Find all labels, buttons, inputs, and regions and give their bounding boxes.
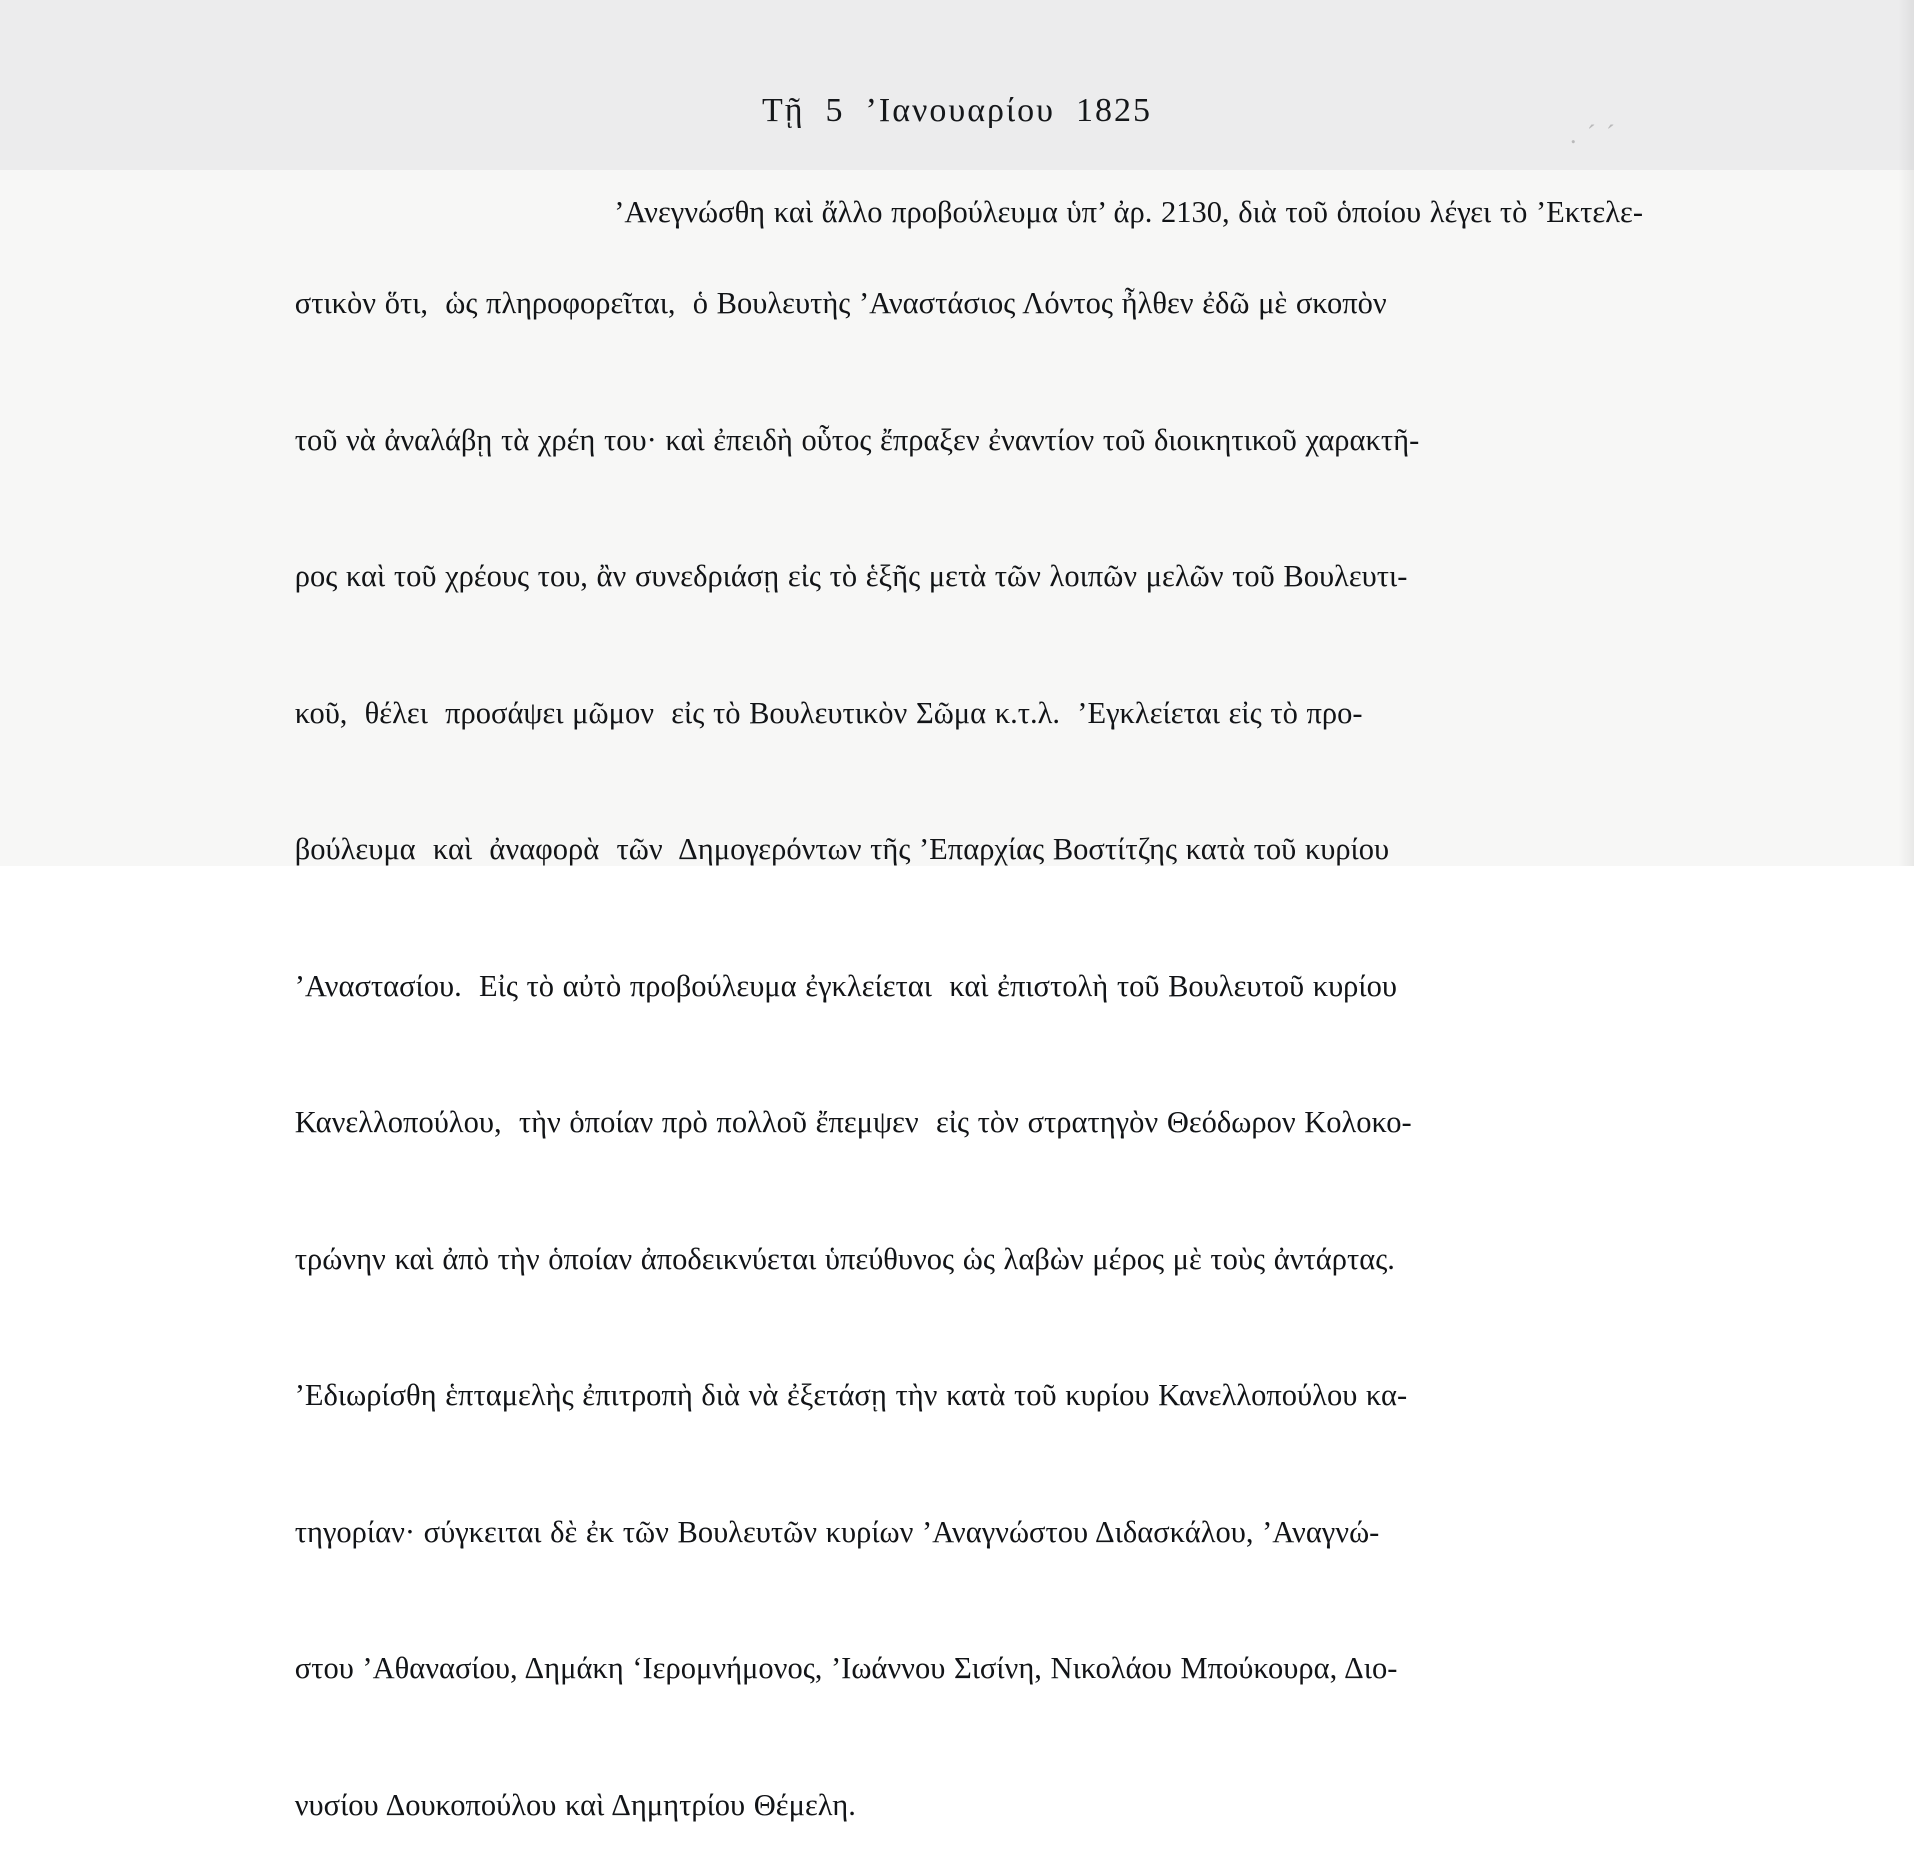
text-line-content: τρώνην καὶ ἀπὸ τὴν ὁποίαν ἀποδεικνύεται ὑπεύθυνος ὡς λαβὼν μέρος μὲ τοὺς ἀντάρτας. <box>294 1241 1395 1276</box>
text-line <box>243 1328 1643 1465</box>
faint-marginalia: . ´ ´ <box>1570 120 1617 149</box>
text-line <box>243 190 1643 236</box>
text-line <box>243 509 1643 646</box>
text-line-content: τοῦ νὰ ἀναλάβῃ τὰ χρέη του· καὶ ἐπειδὴ οὗτος ἔπραξεν ἐναντίον τοῦ διοικητικοῦ χαρακτῆ- <box>294 422 1420 457</box>
text-line <box>243 1055 1643 1192</box>
text-line <box>243 645 1643 782</box>
text-line-content: βούλευμα καὶ ἀναφορὰ τῶν Δημογερόντων τῆς ’Επαρχίας Βοστίτζης κατὰ τοῦ κυρίου <box>294 832 1390 866</box>
text-line-content: τηγορίαν· σύγκειται δὲ ἐκ τῶν Βουλευτῶν κυρίων ’Αναγνώστου Διδασκάλου, ’Αναγνώ- <box>294 1514 1380 1549</box>
text-line-content: Κανελλοπούλου, τὴν ὁποίαν πρὸ πολλοῦ ἔπεμψεν εἰς τὸν στρατηγὸν Θεόδωρον Κολοκο- <box>294 1105 1412 1139</box>
text-line-content: ’Ανεγνώσθη καὶ ἄλλο προβούλευμα ὑπ’ ἀρ. 2130, διὰ τοῦ ὁποίου λέγει τὸ ’Εκτελε- <box>614 195 1643 229</box>
body-text-block <box>243 190 1643 1874</box>
scan-background-top <box>0 0 1914 170</box>
text-line <box>243 372 1643 509</box>
text-line-content: στικὸν ὅτι, ὡς πληροφορεῖται, ὁ Βουλευτὴς ’Αναστάσιος Λόντος ἦλθεν ἐδῶ μὲ σκοπὸν <box>294 286 1387 320</box>
text-line-content: ρος καὶ τοῦ χρέους του, ἂν συνεδριάσῃ εἰς τὸ ἑξῆς μετὰ τῶν λοιπῶν μελῶν τοῦ Βουλευτι- <box>294 559 1408 593</box>
paragraph-indent <box>243 190 301 236</box>
text-line-content: ’Εδιωρίσθη ἑπταμελὴς ἐπιτροπὴ διὰ νὰ ἐξετάσῃ τὴν κατὰ τοῦ κυρίου Κανελλοπούλου κα- <box>294 1378 1408 1412</box>
text-line <box>243 236 1643 373</box>
page-heading: Τῇ 5 ’Ιανουαρίου 1825 <box>762 92 1152 129</box>
text-line <box>243 782 1643 919</box>
text-line <box>243 918 1643 1055</box>
text-line <box>243 1601 1643 1738</box>
text-line-content: στου ’Αθανασίου, Δημάκη ‘Ιερομνήμονος, ’Ιωάννου Σισίνη, Νικολάου Μπούκουρα, Διο- <box>294 1651 1398 1685</box>
text-line <box>243 1464 1643 1601</box>
text-line <box>243 1191 1643 1328</box>
text-line-content: ’Αναστασίου. Εἰς τὸ αὐτὸ προβούλευμα ἐγκλείεται καὶ ἐπιστολὴ τοῦ Βουλευτοῦ κυρίου <box>294 968 1397 1003</box>
text-line-content: κοῦ, θέλει προσάψει μῶμον εἰς τὸ Βουλευτικὸν Σῶμα κ.τ.λ. ’Εγκλείεται εἰς τὸ προ- <box>294 695 1363 730</box>
text-line <box>243 1737 1643 1874</box>
text-line-content: νυσίου Δουκοπούλου καὶ Δημητρίου Θέμελη. <box>294 1787 856 1822</box>
